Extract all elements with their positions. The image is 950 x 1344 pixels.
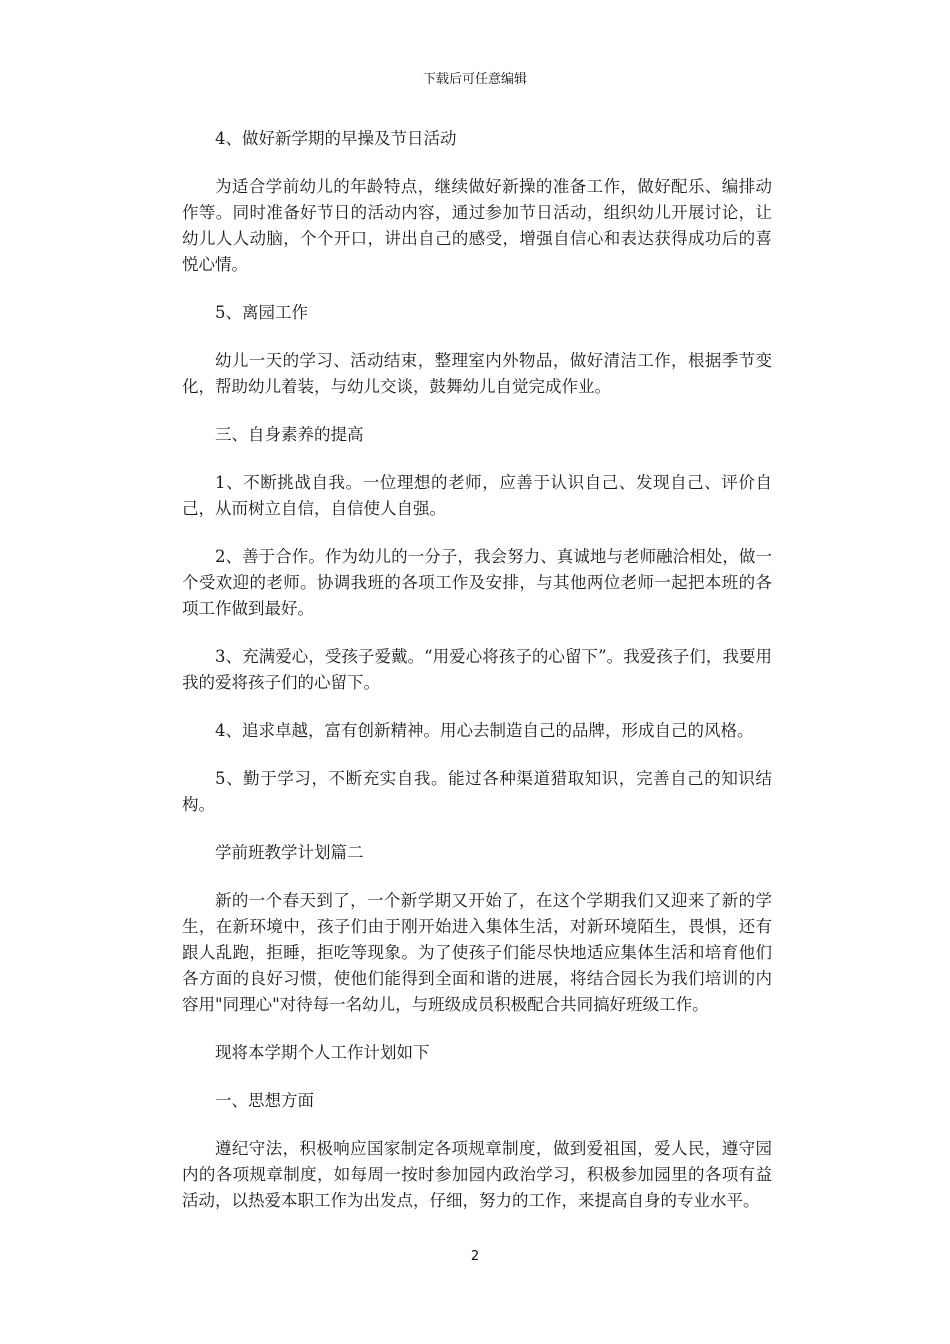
section-heading: 5、离园工作: [215, 303, 308, 322]
body-paragraph: 幼儿一天的学习、活动结束，整理室内外物品，做好清洁工作，根据季节变化，帮助幼儿着装，与幼儿交谈，鼓舞幼儿自觉完成作业。: [182, 351, 772, 396]
body-paragraph: 5、勤于学习，不断充实自我。能过各种渠道猎取知识，完善自己的知识结构。: [182, 769, 772, 814]
body-paragraph: 1、不断挑战自我。一位理想的老师，应善于认识自己、发现自己、评价自己，从而树立自信，自信使人自强。: [182, 473, 772, 518]
body-paragraph: 3、充满爱心，受孩子爱戴。“用爱心将孩子的心留下”。我爱孩子们，我要用我的爱将孩子们的心留下。: [182, 647, 772, 692]
body-paragraph: 遵纪守法，积极响应国家制定各项规章制度，做到爱祖国，爱人民，遵守园内的各项规章制度，如每周一按时参加园内政治学习，积极参加园里的各项有益活动，以热爱本职工作为出发点，仔细，努力的工作，来提高自身的专业水平。: [182, 1139, 772, 1210]
section-heading: 一、思想方面: [215, 1091, 314, 1110]
section-title: 学前班教学计划篇二: [215, 843, 364, 862]
section-heading: 4、做好新学期的早操及节日活动: [215, 129, 457, 148]
body-paragraph: 为适合学前幼儿的年龄特点，继续做好新操的准备工作，做好配乐、编排动作等。同时准备好节日的活动内容，通过参加节日活动，组织幼儿开展讨论，让幼儿人人动脑，个个开口，讲出自己的感受，增强自信心和表达获得成功后的喜悦心情。: [182, 177, 772, 274]
section-heading: 三、自身素养的提高: [215, 425, 364, 444]
page-header: 下载后可任意编辑: [422, 72, 527, 87]
page-number: 2: [470, 1249, 480, 1264]
body-paragraph: 2、善于合作。作为幼儿的一分子，我会努力、真诚地与老师融洽相处，做一个受欢迎的老师。协调我班的各项工作及安排，与其他两位老师一起把本班的各项工作做到最好。: [182, 547, 772, 618]
body-paragraph: 4、追求卓越，富有创新精神。用心去制造自己的品牌，形成自己的风格。: [215, 721, 754, 740]
body-paragraph: 现将本学期个人工作计划如下: [215, 1043, 430, 1062]
document-body: [182, 126, 772, 1214]
body-paragraph: 新的一个春天到了，一个新学期又开始了，在这个学期我们又迎来了新的学生，在新环境中，孩子们由于刚开始进入集体生活，对新环境陌生，畏惧，还有跟人乱跑，拒睡，拒吃等现象。为了使孩子们能尽快地适应集体生活和培育他们各方面的良好习惯，使他们能得到全面和谐的进展，将结合园长为我们培训的内容用"同理心"对待每一名幼儿，与班级成员积极配合共同搞好班级工作。: [182, 891, 772, 1014]
